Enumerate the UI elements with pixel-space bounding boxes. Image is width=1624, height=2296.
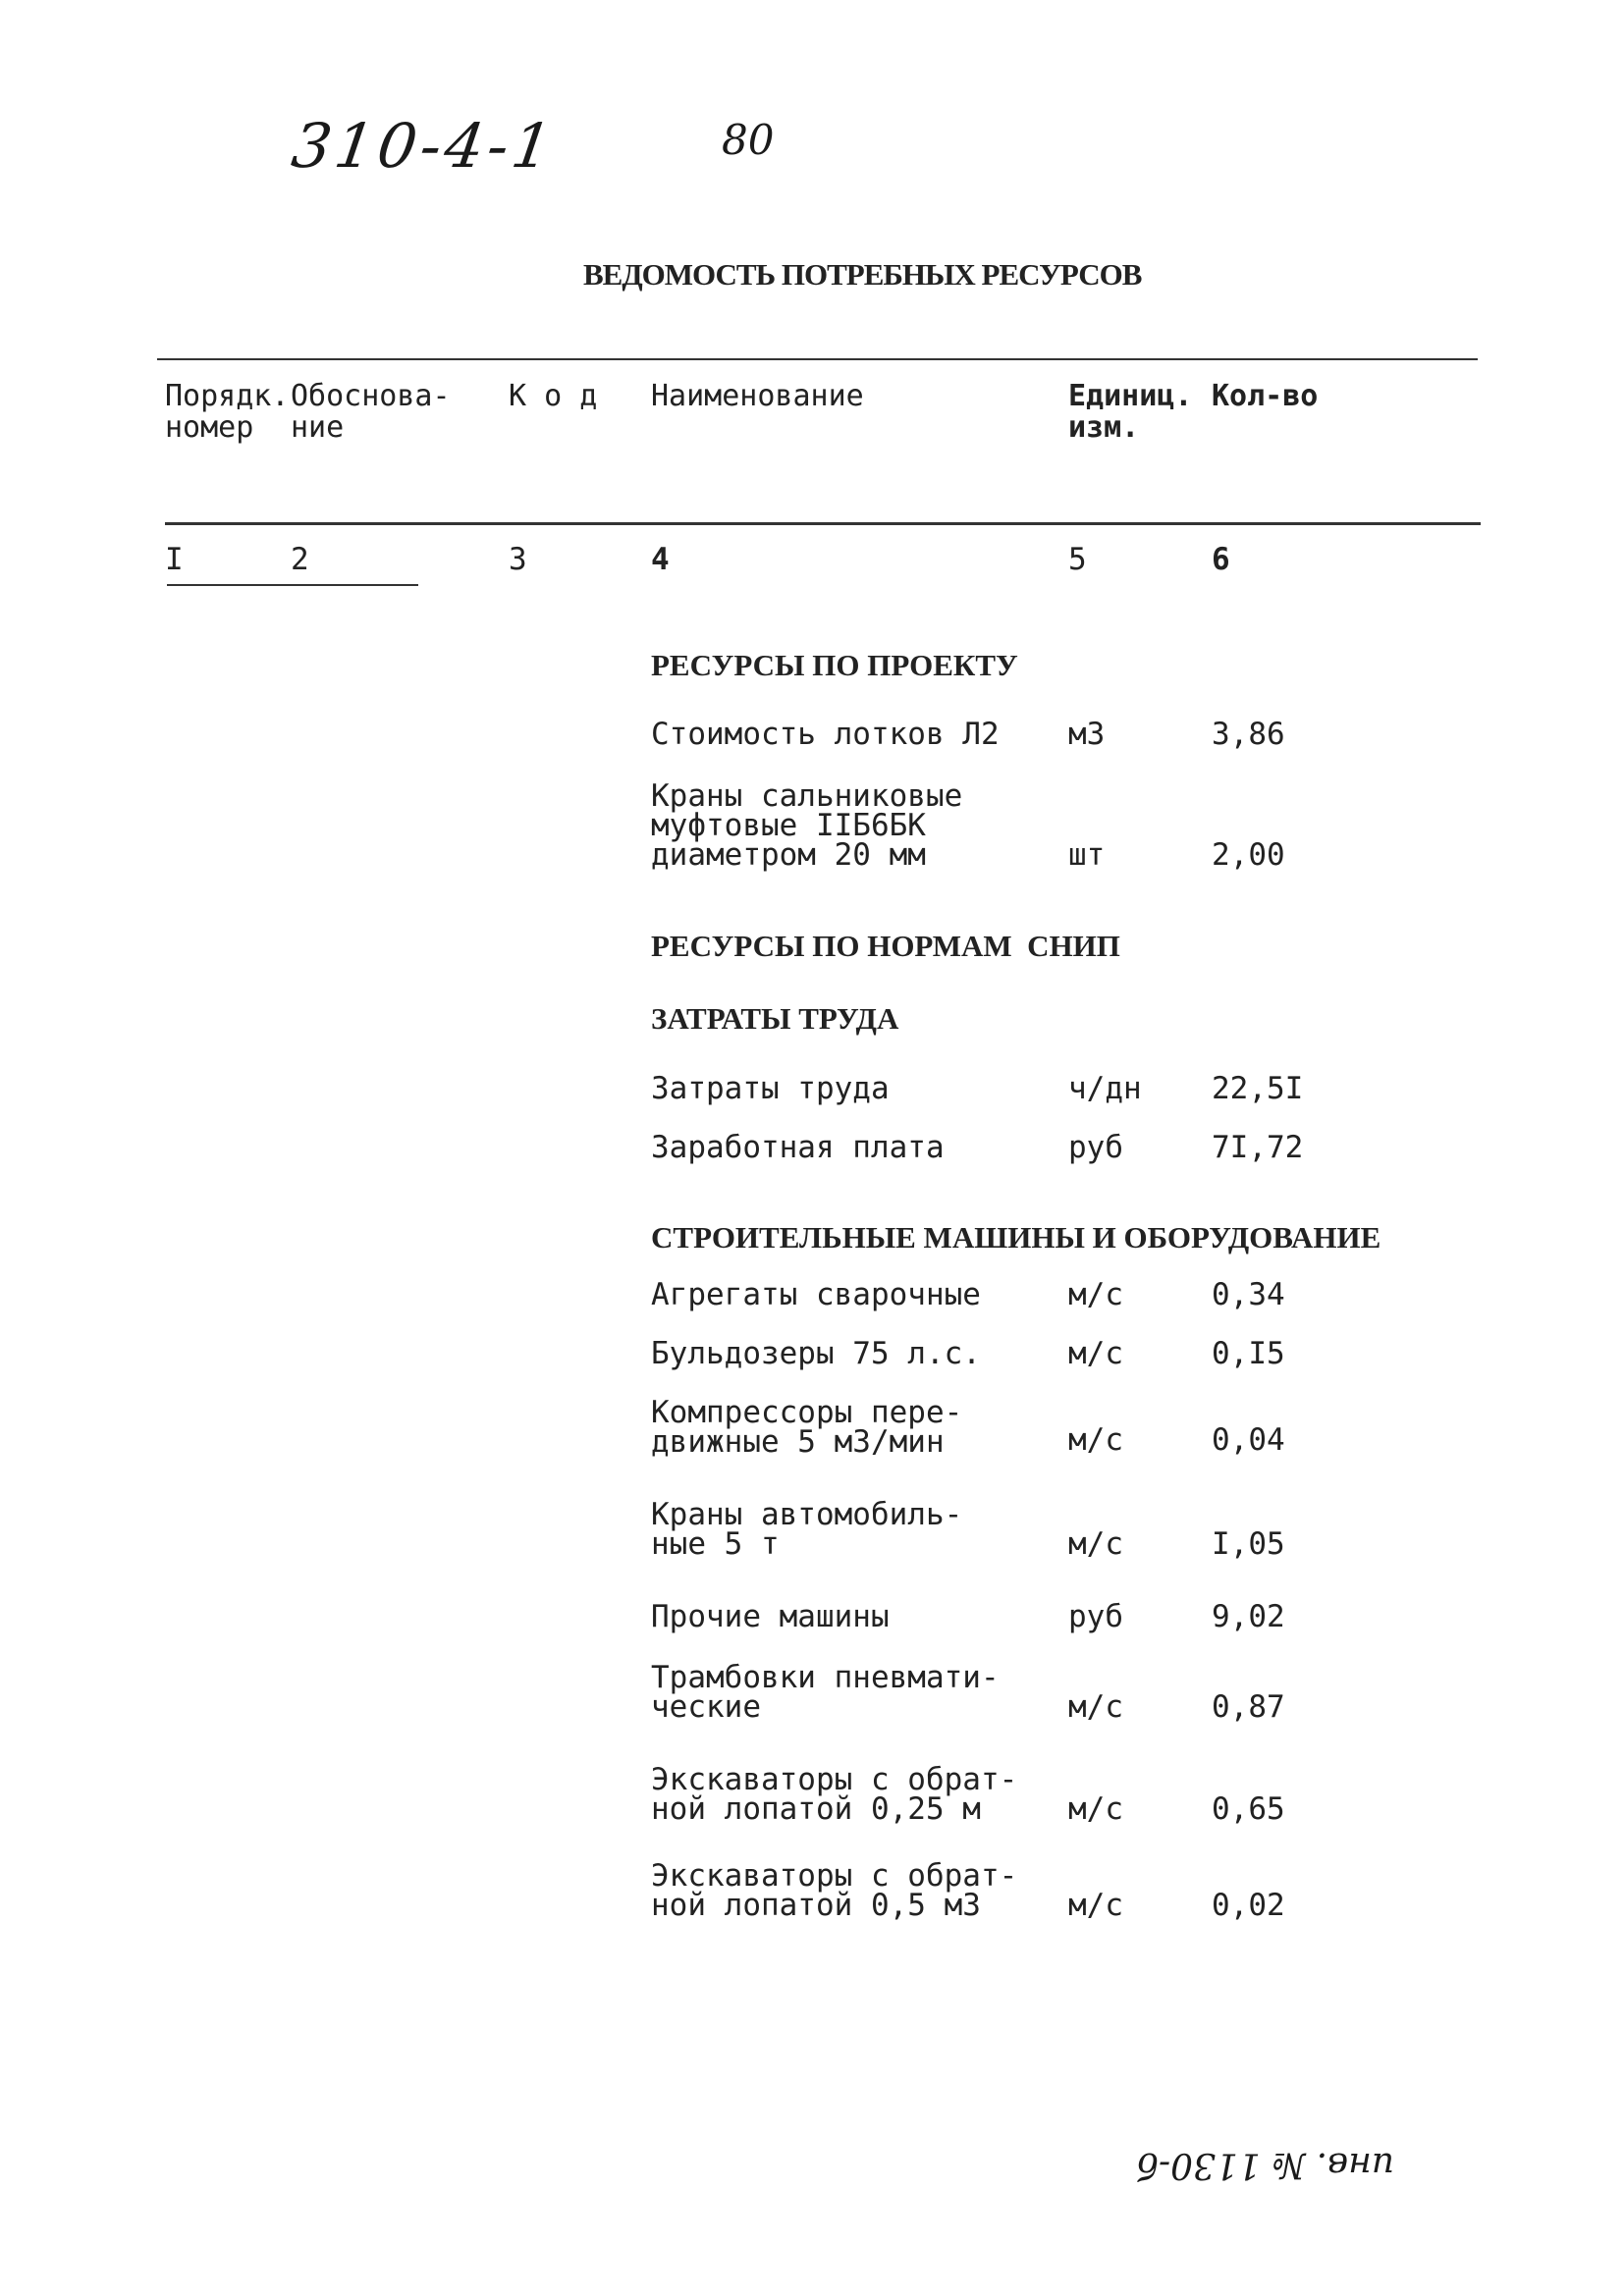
table-row-name: Агрегаты сварочные	[651, 1277, 981, 1312]
table-row-name: Бульдозеры 75 л.с.	[651, 1336, 981, 1371]
column-number-6: 6	[1212, 542, 1230, 577]
table-row-unit: м/с	[1068, 1791, 1123, 1827]
table-row-unit: м/с	[1068, 1277, 1123, 1312]
table-row-unit: м/с	[1068, 1336, 1123, 1371]
table-row-name: Прочие машины	[651, 1599, 890, 1634]
table-row-name: Краны сальниковые муфтовые IIБ6БК диаметром 20 мм	[651, 778, 963, 873]
table-top-rule	[157, 358, 1478, 360]
table-row-name: Компрессоры пере- движные 5 м3/мин	[651, 1395, 963, 1460]
table-row-unit: шт	[1068, 837, 1106, 873]
table-row-unit: ч/дн	[1068, 1071, 1142, 1106]
table-row-qty: 0,I5	[1212, 1336, 1285, 1371]
table-row-name: Экскаваторы с обрат- ной лопатой 0,25 м	[651, 1762, 1018, 1827]
table-row-qty: 0,04	[1212, 1422, 1285, 1458]
table-row-unit: м/с	[1068, 1888, 1123, 1923]
table-row-qty: 3,86	[1212, 717, 1285, 752]
document-number: 310-4-1	[287, 110, 561, 182]
column-header-basis: Обоснова- ние	[291, 379, 451, 445]
column-header-unit: Единиц. изм.	[1068, 379, 1193, 445]
table-row-qty: 0,02	[1212, 1888, 1285, 1923]
column-number-1: I	[165, 542, 184, 577]
column-header-qty: Кол-во	[1212, 379, 1319, 413]
table-row-name: Краны автомобиль- ные 5 т	[651, 1497, 963, 1562]
table-row-qty: 0,34	[1212, 1277, 1285, 1312]
column-header-code: К о д	[509, 379, 598, 413]
column-header-name: Наименование	[651, 379, 864, 413]
table-row-qty: 0,87	[1212, 1689, 1285, 1725]
table-row-name: Трамбовки пневмати- ческие	[651, 1660, 1000, 1725]
column-number-underline	[167, 584, 418, 586]
section-heading-project: РЕСУРСЫ ПО ПРОЕКТУ	[651, 648, 1018, 682]
table-row-qty: 7I,72	[1212, 1130, 1304, 1165]
inventory-stamp: инв. № 1130-б	[1137, 2145, 1395, 2185]
table-row-name: Стоимость лотков Л2	[651, 717, 1000, 752]
table-row-unit: руб	[1068, 1599, 1123, 1634]
table-row-name: Заработная плата	[651, 1130, 945, 1165]
table-row-unit: м/с	[1068, 1689, 1123, 1725]
table-row-qty: 2,00	[1212, 837, 1285, 873]
table-row-qty: 0,65	[1212, 1791, 1285, 1827]
table-row-qty: 22,5I	[1212, 1071, 1304, 1106]
table-row-qty: I,05	[1212, 1526, 1285, 1562]
table-row-unit: руб	[1068, 1130, 1123, 1165]
section-heading-norms: РЕСУРСЫ ПО НОРМАМ СНИП	[651, 929, 1120, 963]
table-row-unit: м/с	[1068, 1422, 1123, 1458]
table-row-unit: м3	[1068, 717, 1106, 752]
table-row-name: Экскаваторы с обрат- ной лопатой 0,5 м3	[651, 1858, 1018, 1923]
column-number-5: 5	[1068, 542, 1087, 577]
column-header-order: Порядк. номер	[165, 379, 290, 445]
page-number: 80	[722, 116, 775, 164]
document-title: ВЕДОМОСТЬ ПОТРЕБНЫХ РЕСУРСОВ	[583, 257, 1142, 292]
table-row-name: Затраты труда	[651, 1071, 890, 1106]
table-header-rule	[165, 522, 1481, 525]
section-heading-labor: ЗАТРАТЫ ТРУДА	[651, 1001, 899, 1036]
table-row-unit: м/с	[1068, 1526, 1123, 1562]
section-heading-machines: СТРОИТЕЛЬНЫЕ МАШИНЫ И ОБОРУДОВАНИЕ	[651, 1220, 1381, 1255]
column-number-4: 4	[651, 542, 670, 577]
table-row-qty: 9,02	[1212, 1599, 1285, 1634]
column-number-3: 3	[509, 542, 527, 577]
column-number-2: 2	[291, 542, 309, 577]
